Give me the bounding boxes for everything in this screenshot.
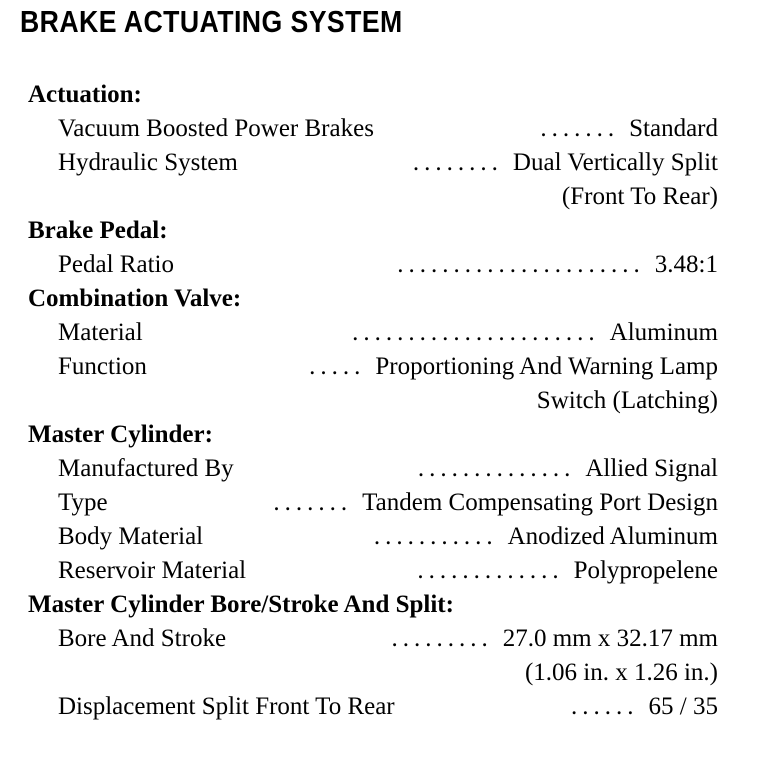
section-combination-valve: [28, 282, 718, 418]
spec-row: [28, 690, 718, 724]
section-master-cylinder: [28, 418, 718, 588]
spec-row: [28, 146, 718, 180]
section-brake-pedal: [28, 214, 718, 282]
spec-value: 27.0 mm x 32.17 mm: [502, 625, 718, 652]
spec-row: [28, 316, 718, 350]
spec-label: Displacement Split Front To Rear: [58, 693, 395, 720]
spec-list: [28, 78, 718, 724]
spec-label: Body Material: [58, 523, 204, 550]
dot-leader: .......: [273, 489, 353, 516]
spec-row: [28, 452, 718, 486]
spec-value: Dual Vertically Split: [512, 149, 718, 176]
spec-label: Vacuum Boosted Power Brakes: [58, 115, 374, 142]
spec-label: Function: [58, 353, 147, 380]
dot-leader: .............: [417, 557, 564, 584]
spec-row: [28, 112, 718, 146]
spec-value: Allied Signal: [585, 455, 718, 482]
spec-row: [28, 350, 718, 384]
spec-label: Hydraulic System: [58, 149, 238, 176]
dot-leader: ..............: [417, 455, 576, 482]
spec-label: Manufactured By: [58, 455, 234, 482]
spec-value: Tandem Compensating Port Design: [362, 489, 718, 516]
spec-label: Type: [58, 489, 108, 516]
spec-value: Anodized Aluminum: [507, 523, 718, 550]
section-heading: Brake Pedal:: [28, 217, 168, 244]
section-heading: Combination Valve:: [28, 285, 242, 312]
spec-row: [28, 520, 718, 554]
spec-label: Reservoir Material: [58, 557, 247, 584]
section-actuation: [28, 78, 718, 214]
page-title: BRAKE ACTUATING SYSTEM: [20, 4, 403, 39]
dot-leader: ........: [412, 149, 503, 176]
dot-leader: ......: [571, 693, 639, 720]
spec-label: Material: [58, 319, 143, 346]
spec-label: Bore And Stroke: [58, 625, 227, 652]
dot-leader: .........: [391, 625, 493, 652]
dot-leader: ......................: [397, 251, 645, 278]
spec-row: [28, 554, 718, 588]
spec-value-continuation: (Front To Rear): [561, 183, 718, 210]
spec-value: Standard: [629, 115, 718, 142]
spec-value-continuation: (1.06 in. x 1.26 in.): [524, 659, 718, 686]
spec-value-continuation: Switch (Latching): [536, 387, 718, 414]
spec-value: 65 / 35: [648, 693, 718, 720]
spec-label: Pedal Ratio: [58, 251, 174, 278]
spec-row: [28, 486, 718, 520]
spec-value: Proportioning And Warning Lamp: [375, 353, 718, 380]
dot-leader: .......: [540, 115, 620, 142]
section-heading: Master Cylinder Bore/Stroke And Split:: [28, 591, 454, 618]
dot-leader: ...........: [373, 523, 498, 550]
section-heading: Actuation:: [28, 81, 142, 108]
spec-value: 3.48:1: [654, 251, 718, 278]
section-heading: Master Cylinder:: [28, 421, 213, 448]
dot-leader: ......................: [352, 319, 600, 346]
spec-row: [28, 248, 718, 282]
section-bore-stroke-split: [28, 588, 718, 724]
spec-row: [28, 622, 718, 656]
spec-value: Aluminum: [609, 319, 718, 346]
dot-leader: .....: [309, 353, 366, 380]
spec-value: Polypropelene: [573, 557, 718, 584]
